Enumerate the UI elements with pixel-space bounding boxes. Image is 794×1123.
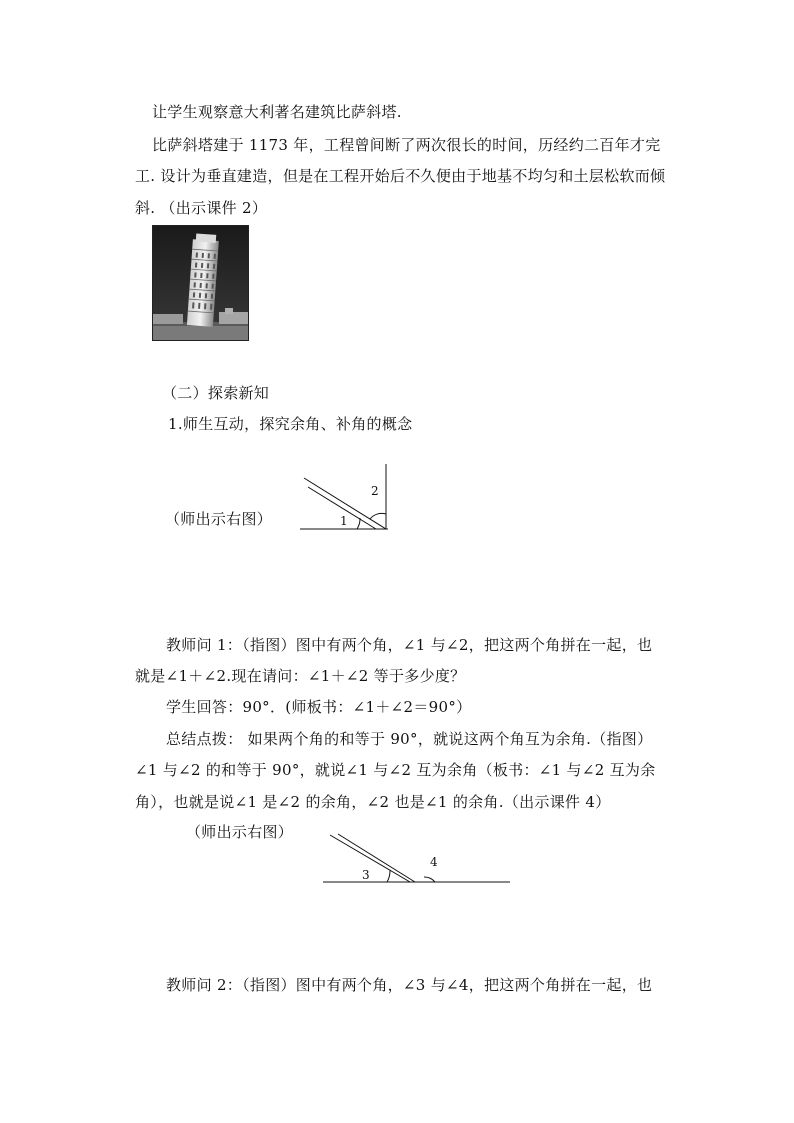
figure2-supplementary-angles [320, 830, 515, 886]
pisa-tower-photo [152, 225, 249, 341]
figure1-complementary-angles [296, 460, 396, 535]
summary-line-2: ∠1 与∠2 的和等于 90°，就说∠1 与∠2 互为余角（板书：∠1 与∠2 互为余 [135, 761, 656, 779]
answer1: 学生回答：90°．(师板书：∠1＋∠2＝90°） [166, 698, 472, 716]
question1-line-2: 就是∠1＋∠2.现在请问：∠1＋∠2 等于多少度？ [135, 667, 466, 685]
intro-line-2: 比萨斜塔建于 1173 年，工程曾间断了两次很长的时间，历经约二百年才完 [152, 136, 661, 154]
summary-line-3: 角），也就是说∠1 是∠2 的余角，∠2 也是∠1 的余角.（出示课件 4） [135, 793, 611, 811]
fig2-ray-upper [330, 835, 410, 882]
intro-line-3: 工. 设计为垂直建造，但是在工程开始后不久便由于地基不均匀和土层松软而倾 [135, 167, 666, 185]
figure1-caption: （师出示右图） [165, 510, 273, 528]
fig1-angle2-label: 2 [371, 484, 379, 498]
fig2-ray-lower [338, 834, 415, 882]
fig2-angle3-label: 3 [362, 868, 370, 882]
figure2-caption: （师出示右图） [186, 823, 294, 841]
fig2-angle4-label: 4 [430, 855, 438, 869]
summary-line-1: 总结点拨： 如果两个角的和等于 90°，就说这两个角互为余角.（指图） [166, 730, 653, 748]
fig1-angle1-label: 1 [340, 514, 348, 528]
fig2-angle3-arc [387, 870, 390, 882]
section-heading: （二）探索新知 [162, 384, 270, 402]
section-subheading: 1.师生互动，探究余角、补角的概念 [168, 415, 413, 433]
fig1-angle1-arc [357, 518, 360, 529]
question2-line-1: 教师问 2：（指图）图中有两个角，∠3 与∠4，把这两个角拼在一起，也 [166, 976, 653, 994]
question1-line-1: 教师问 1：（指图）图中有两个角，∠1 与∠2，把这两个角拼在一起，也 [166, 636, 653, 654]
fig2-angle4-arc [424, 877, 435, 882]
pisa-tower-image [153, 226, 249, 341]
intro-line-4: 斜. （出示课件 2） [135, 199, 268, 217]
intro-line-1: 让学生观察意大利著名建筑比萨斜塔. [152, 103, 402, 121]
fig1-angle2-arc [370, 513, 386, 519]
